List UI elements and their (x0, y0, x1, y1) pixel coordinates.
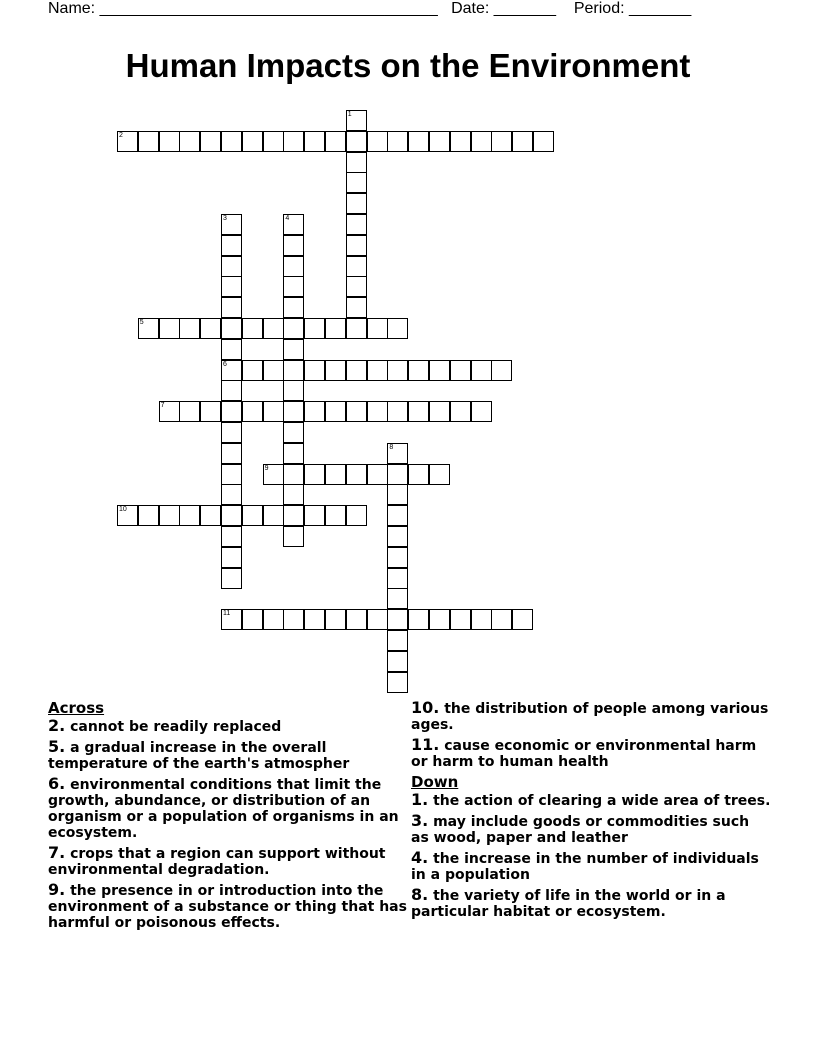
clue-number-label: 9 (264, 464, 269, 472)
crossword-cell[interactable] (221, 318, 242, 339)
crossword-cell[interactable] (346, 318, 367, 339)
crossword-cell[interactable] (408, 464, 429, 485)
crossword-cell[interactable] (450, 609, 471, 630)
crossword-cell[interactable] (387, 443, 408, 464)
clue-across-10: 10. the distribution of people among various ages. (411, 698, 769, 733)
crossword-cell[interactable] (471, 131, 492, 152)
clue-number-label: 6 (223, 360, 227, 368)
crossword-cell[interactable] (325, 505, 346, 526)
crossword-cell[interactable] (283, 256, 304, 277)
crossword-cell[interactable] (179, 131, 200, 152)
clue-down-3: 3. may include goods or commodities such as wood, paper and leather (411, 811, 750, 846)
crossword-cell[interactable] (283, 214, 304, 235)
crossword-cell[interactable] (367, 464, 388, 485)
crossword-cell[interactable] (263, 131, 284, 152)
crossword-cell[interactable] (221, 547, 242, 568)
crossword-cell[interactable] (221, 505, 242, 526)
crossword-cell[interactable] (471, 360, 492, 381)
crossword-cell[interactable] (367, 360, 388, 381)
crossword-cell[interactable] (263, 318, 284, 339)
crossword-cell[interactable] (408, 609, 429, 630)
clue-across-2: 2. cannot be readily replaced (48, 716, 282, 735)
crossword-cell[interactable] (221, 380, 242, 401)
crossword-cell[interactable] (429, 131, 450, 152)
crossword-cell[interactable] (242, 505, 263, 526)
date-blank[interactable]: _______ (493, 0, 557, 17)
clues-left-column (48, 700, 408, 935)
crossword-cell[interactable] (387, 630, 408, 651)
crossword-cell[interactable] (263, 609, 284, 630)
across-heading: Across (48, 699, 105, 717)
clue-number-label: 3 (223, 215, 227, 222)
crossword-cell[interactable] (283, 276, 304, 297)
date-label: Date: (451, 0, 490, 17)
crossword-cell[interactable] (387, 651, 408, 672)
clue-number-label: 7 (160, 402, 165, 410)
crossword-cell[interactable] (450, 131, 471, 152)
crossword-cell[interactable] (429, 401, 450, 422)
crossword-cell[interactable] (387, 672, 408, 693)
crossword-cell[interactable] (283, 235, 304, 256)
crossword-cell[interactable] (346, 214, 367, 235)
crossword-cell[interactable] (325, 131, 346, 152)
crossword-cell[interactable] (346, 276, 367, 297)
crossword-cell[interactable] (283, 505, 304, 526)
crossword-cell[interactable] (450, 360, 471, 381)
clues-right-column (411, 700, 771, 924)
clue-across-9: 9. the presence in or introduction into the environment of a substance or thing that has harmful or poisonous effects. (48, 880, 407, 931)
crossword-cell[interactable] (200, 318, 221, 339)
crossword-cell[interactable] (387, 568, 408, 589)
crossword-cell[interactable] (387, 609, 408, 630)
crossword-cell[interactable] (221, 464, 242, 485)
crossword-cell[interactable] (325, 360, 346, 381)
crossword-cell[interactable] (346, 110, 367, 131)
crossword-cell[interactable] (221, 131, 242, 152)
clue-number-label: 5 (139, 319, 144, 326)
crossword-cell[interactable] (221, 443, 242, 464)
clue-number-label: 8 (389, 443, 394, 451)
clue-number-label: 2 (119, 131, 123, 139)
crossword-cell[interactable] (221, 297, 242, 318)
crossword-cell[interactable] (221, 339, 242, 360)
clue-down-8: 8. the variety of life in the world or in a particular habitat or ecosystem. (411, 885, 726, 920)
crossword-cell[interactable] (346, 505, 367, 526)
crossword-cell[interactable] (304, 505, 325, 526)
clue-across-6: 6. environmental conditions that limit the growth, abundance, or distribution of an organism or a population of organisms in an ecosystem. (48, 774, 399, 841)
down-heading: Down (411, 773, 459, 791)
crossword-cell[interactable] (387, 401, 408, 422)
crossword-cell[interactable] (263, 401, 284, 422)
crossword-cell[interactable] (263, 505, 284, 526)
crossword-cell[interactable] (242, 318, 263, 339)
crossword-cell[interactable] (304, 318, 325, 339)
crossword-cell[interactable] (159, 318, 180, 339)
crossword-cell[interactable] (387, 318, 408, 339)
crossword-cell[interactable] (221, 360, 242, 381)
crossword-cell[interactable] (179, 318, 200, 339)
crossword-cell[interactable] (138, 318, 159, 339)
crossword-cell[interactable] (283, 401, 304, 422)
crossword-cell[interactable] (179, 401, 200, 422)
crossword-cell[interactable] (200, 505, 221, 526)
name-label: Name: (48, 0, 96, 17)
crossword-cell[interactable] (283, 318, 304, 339)
clue-down-4: 4. the increase in the number of individuals in a population (411, 848, 759, 883)
crossword-cell[interactable] (387, 547, 408, 568)
crossword-cell[interactable] (138, 505, 159, 526)
crossword-cell[interactable] (221, 422, 242, 443)
crossword-cell[interactable] (450, 401, 471, 422)
crossword-cell[interactable] (387, 464, 408, 485)
crossword-cell[interactable] (429, 464, 450, 485)
crossword-cell[interactable] (367, 401, 388, 422)
clue-number-label: 4 (285, 215, 290, 222)
crossword-cell[interactable] (387, 360, 408, 381)
crossword-cell[interactable] (242, 131, 263, 152)
crossword-cell[interactable] (221, 214, 242, 235)
crossword-cell[interactable] (221, 256, 242, 277)
crossword-cell[interactable] (283, 484, 304, 505)
crossword-cell[interactable] (491, 360, 512, 381)
crossword-cell[interactable] (304, 464, 325, 485)
crossword-cell[interactable] (283, 380, 304, 401)
crossword-cell[interactable] (179, 505, 200, 526)
crossword-cell[interactable] (387, 131, 408, 152)
crossword-cell[interactable] (346, 256, 367, 277)
crossword-cell[interactable] (491, 609, 512, 630)
crossword-cell[interactable] (304, 609, 325, 630)
crossword-cell[interactable] (346, 609, 367, 630)
crossword-cell[interactable] (200, 401, 221, 422)
crossword-cell[interactable] (221, 276, 242, 297)
crossword-cell[interactable] (221, 609, 242, 630)
crossword-cell[interactable] (346, 193, 367, 214)
crossword-cell[interactable] (283, 609, 304, 630)
crossword-cell[interactable] (346, 152, 367, 173)
crossword-cell[interactable] (429, 360, 450, 381)
crossword-cell[interactable] (367, 131, 388, 152)
crossword-cell[interactable] (346, 235, 367, 256)
crossword-cell[interactable] (408, 131, 429, 152)
crossword-cell[interactable] (367, 318, 388, 339)
crossword-cell[interactable] (159, 401, 180, 422)
crossword-cell[interactable] (533, 131, 554, 152)
crossword-cell[interactable] (221, 235, 242, 256)
page-title: Human Impacts on the Environment (125, 47, 691, 84)
crossword-cell[interactable] (512, 609, 533, 630)
crossword-cell[interactable] (346, 172, 367, 193)
clue-number-label: 11 (223, 610, 231, 618)
crossword-cell[interactable] (325, 318, 346, 339)
crossword-cell[interactable] (346, 131, 367, 152)
name-blank[interactable]: ______________________________________ (99, 0, 438, 17)
crossword-cell[interactable] (263, 464, 284, 485)
crossword-cell[interactable] (159, 505, 180, 526)
crossword-cell[interactable] (117, 505, 138, 526)
crossword-cell[interactable] (283, 131, 304, 152)
crossword-cell[interactable] (283, 422, 304, 443)
crossword-cell[interactable] (325, 401, 346, 422)
period-label: Period: (573, 0, 625, 17)
clue-down-1: 1. the action of clearing a wide area of trees. (411, 790, 771, 809)
crossword-cell[interactable] (283, 360, 304, 381)
crossword-cell[interactable] (221, 526, 242, 547)
clue-across-5: 5. a gradual increase in the overall temperature of the earth's atmospher (48, 737, 350, 772)
crossword-cell[interactable] (346, 401, 367, 422)
crossword-cell[interactable] (471, 401, 492, 422)
crossword-cell[interactable] (408, 360, 429, 381)
crossword-cell[interactable] (346, 297, 367, 318)
crossword-cell[interactable] (221, 484, 242, 505)
clue-across-7: 7. crops that a region can support without environmental degradation. (48, 843, 386, 878)
crossword-cell[interactable] (512, 131, 533, 152)
crossword-cell[interactable] (242, 401, 263, 422)
crossword-cell[interactable] (263, 360, 284, 381)
crossword-cell[interactable] (387, 588, 408, 609)
crossword-cell[interactable] (304, 360, 325, 381)
crossword-cell[interactable] (387, 484, 408, 505)
crossword-cell[interactable] (283, 297, 304, 318)
crossword-cell[interactable] (367, 609, 388, 630)
crossword-cell[interactable] (304, 131, 325, 152)
crossword-cell[interactable] (325, 464, 346, 485)
clue-across-11: 11. cause economic or environmental harm or harm to human health (411, 735, 757, 770)
crossword-cell[interactable] (283, 443, 304, 464)
crossword-cell[interactable] (408, 401, 429, 422)
crossword-cell[interactable] (221, 401, 242, 422)
crossword-cell[interactable] (138, 131, 159, 152)
crossword-cell[interactable] (242, 609, 263, 630)
crossword-cell[interactable] (159, 131, 180, 152)
crossword-cell[interactable] (221, 568, 242, 589)
crossword-cell[interactable] (346, 360, 367, 381)
clue-number-label: 1 (347, 111, 352, 118)
crossword-cell[interactable] (346, 464, 367, 485)
crossword-cell[interactable] (325, 609, 346, 630)
crossword-cell[interactable] (304, 401, 325, 422)
crossword-cell[interactable] (283, 464, 304, 485)
crossword-cell[interactable] (491, 131, 512, 152)
crossword-cell[interactable] (283, 526, 304, 547)
clue-number-label: 10 (119, 506, 127, 514)
crossword-cell[interactable] (429, 609, 450, 630)
crossword-cell[interactable] (242, 360, 263, 381)
crossword-cell[interactable] (387, 505, 408, 526)
period-blank[interactable]: _______ (629, 0, 692, 17)
crossword-cell[interactable] (200, 131, 221, 152)
crossword-cell[interactable] (387, 526, 408, 547)
crossword-cell[interactable] (117, 131, 138, 152)
crossword-cell[interactable] (471, 609, 492, 630)
crossword-cell[interactable] (283, 339, 304, 360)
